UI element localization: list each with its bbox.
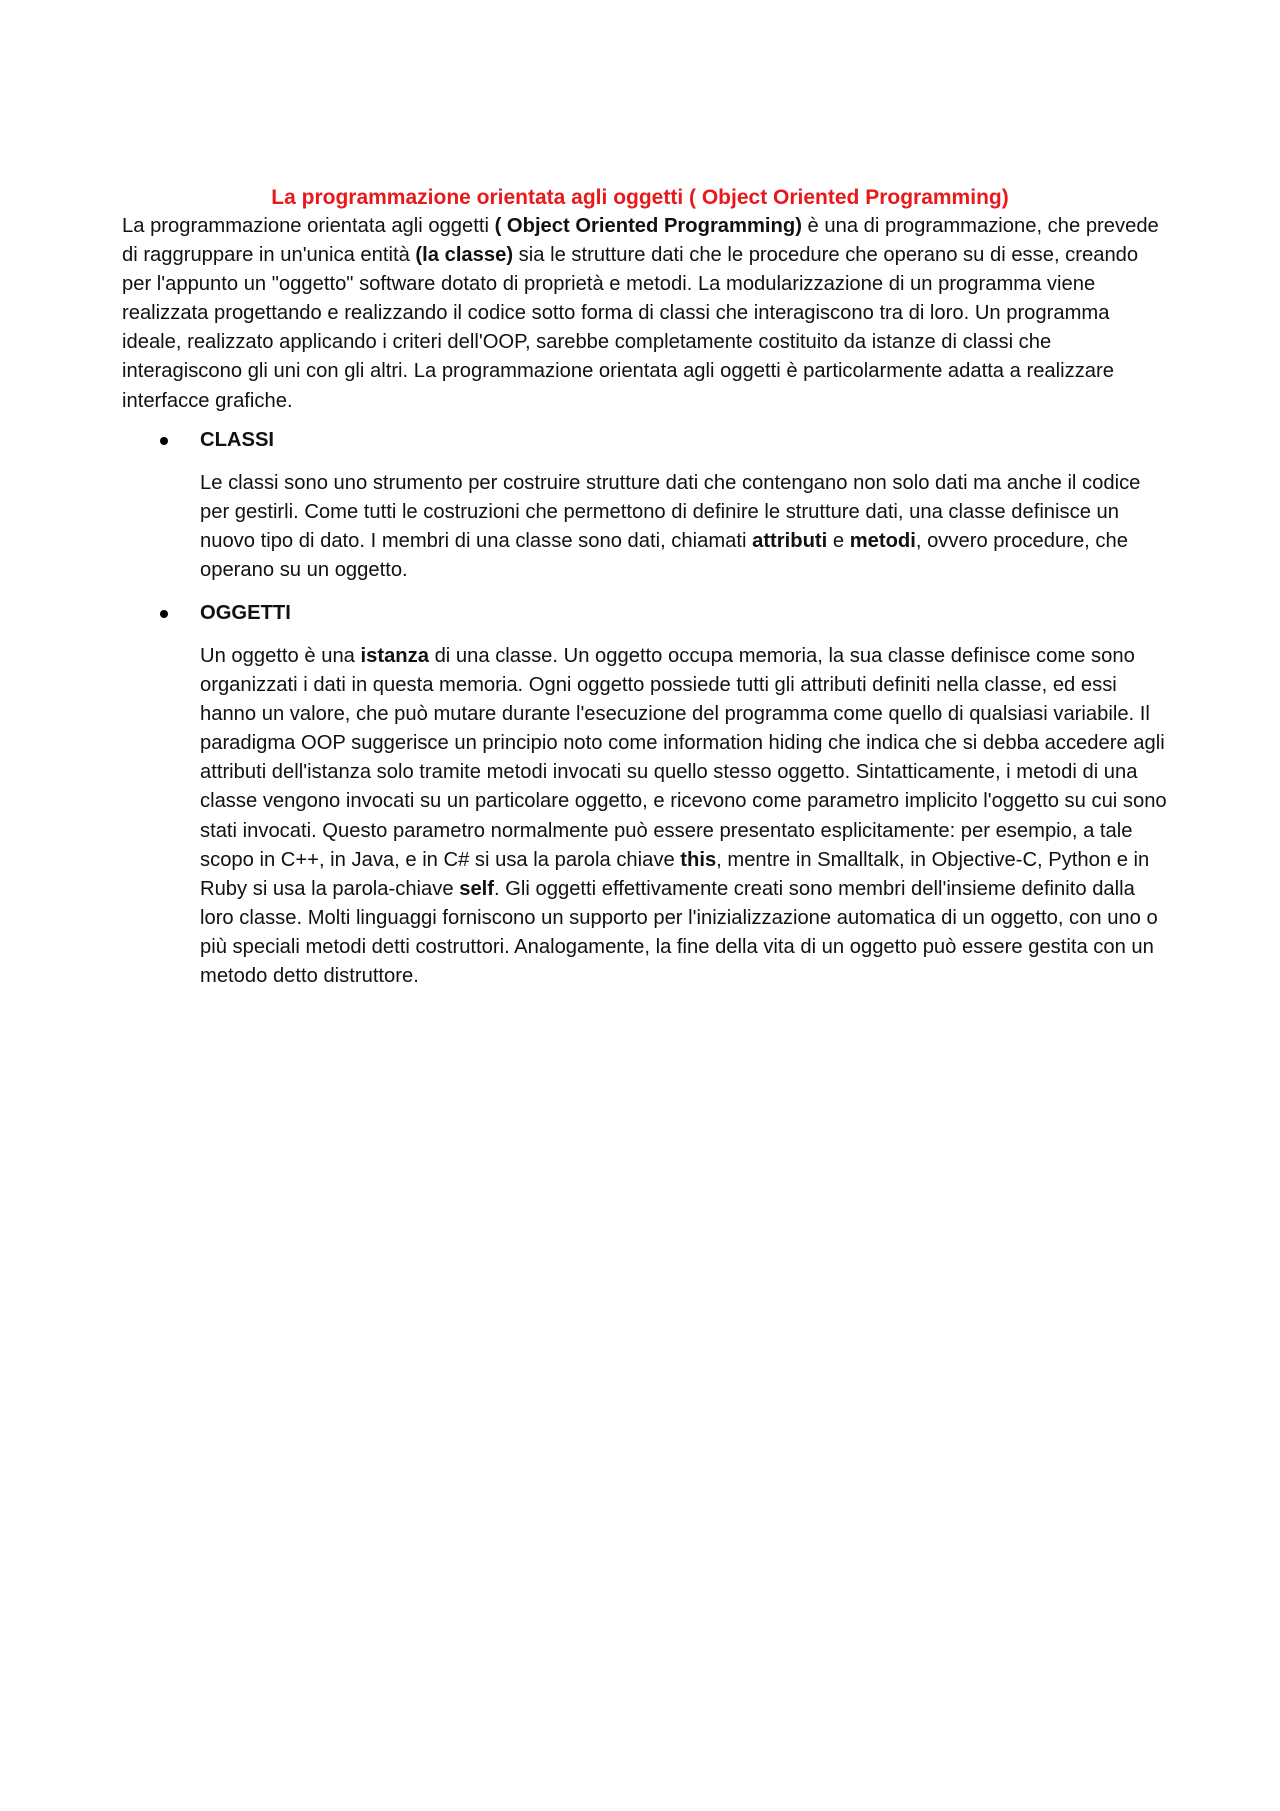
classi-heading: CLASSI [200,429,275,451]
bullet-icon [160,437,168,445]
intro-text-2: è una di programmazione, che prevede di raggruppare in un'unica entità [122,215,1159,267]
classi-text-2: e [827,530,850,553]
document-title: La programmazione orientata agli oggetti ( Object Oriented Programming) [271,186,1009,210]
intro-bold-classe: (la classe) [415,244,514,267]
intro-bold-oop: ( Object Oriented Programming) [494,215,802,237]
intro-text-1: La programmazione orientata agli oggetti [122,215,495,237]
classi-text-1: Le classi sono uno strumento per costruire strutture dati che contengano non solo dati ma anche il codice per gestirli. Come tutti le costruzioni che permettono di definire le strutture dati, una classe definisce un nuovo tipo di dato. I membri di una classe sono dati, chiamati [200,472,1141,553]
classi-bold-metodi: metodi [849,530,916,553]
oggetti-text-4: . Gli oggetti effettivamente creati sono membri dell'insieme definito dalla loro classe. Molti linguaggi forniscono un supporto per l'inizializzazione automatica di un oggetto, con uno o più speciali metodi detti costruttori. Analogamente, la fine della vita di un oggetto può essere gestita con un metodo detto distruttore. [200,877,1158,988]
bullet-icon [160,610,168,618]
oggetti-bold-this: this [680,848,717,871]
oggetti-paragraph [200,642,1170,991]
classi-paragraph [200,469,1170,585]
oggetti-text-3: , mentre in Smalltalk, in Objective-C, Python e in Ruby si usa la parola-chiave [200,848,1150,900]
intro-paragraph [122,212,1170,416]
intro-text-3: sia le strutture dati che le procedure che operano su di esse, creando per l'appunto un "oggetto" software dotato di proprietà e metodi. La modularizzazione di un programma viene realizzata progettando e realizzando il codice sotto forma di classi che interagiscono tra di loro. Un programma ideale, realizzato applicando i criteri dell'OOP, sarebbe completamente costituito da istanze di classi che interagiscono gli uni con gli altri. La programmazione orientata agli oggetti è particolarmente adatta a realizzare interfacce grafiche. [122,244,1139,412]
oggetti-bold-istanza: istanza [360,645,429,667]
oggetti-text-2: di una classe. Un oggetto occupa memoria, la sua classe definisce come sono organizzati i dati in questa memoria. Ogni oggetto possiede tutti gli attributi definiti nella classe, ed essi hanno un valore, che può mutare durante l'esecuzione del programma come quello di qualsiasi variabile. Il paradigma OOP suggerisce un principio noto come information hiding che indica che si debba accedere agli attributi dell'istanza solo tramite metodi invocati su quello stesso oggetto. Sintatticamente, i metodi di una classe vengono invocati su un particolare oggetto, e ricevono come parametro implicito l'oggetto su cui sono stati invocati. Questo parametro normalmente può essere presentato esplicitamente: per esempio, a tale scopo in C++, in Java, e in C# si usa la parola chiave [200,645,1167,871]
classi-bold-attributi: attributi [752,530,828,553]
oggetti-bold-self: self [459,877,495,900]
oggetti-heading: OGGETTI [200,602,291,624]
oggetti-text-1: Un oggetto è una [200,645,361,667]
classi-text-3: , ovvero procedure, che operano su un oggetto. [200,530,1128,582]
